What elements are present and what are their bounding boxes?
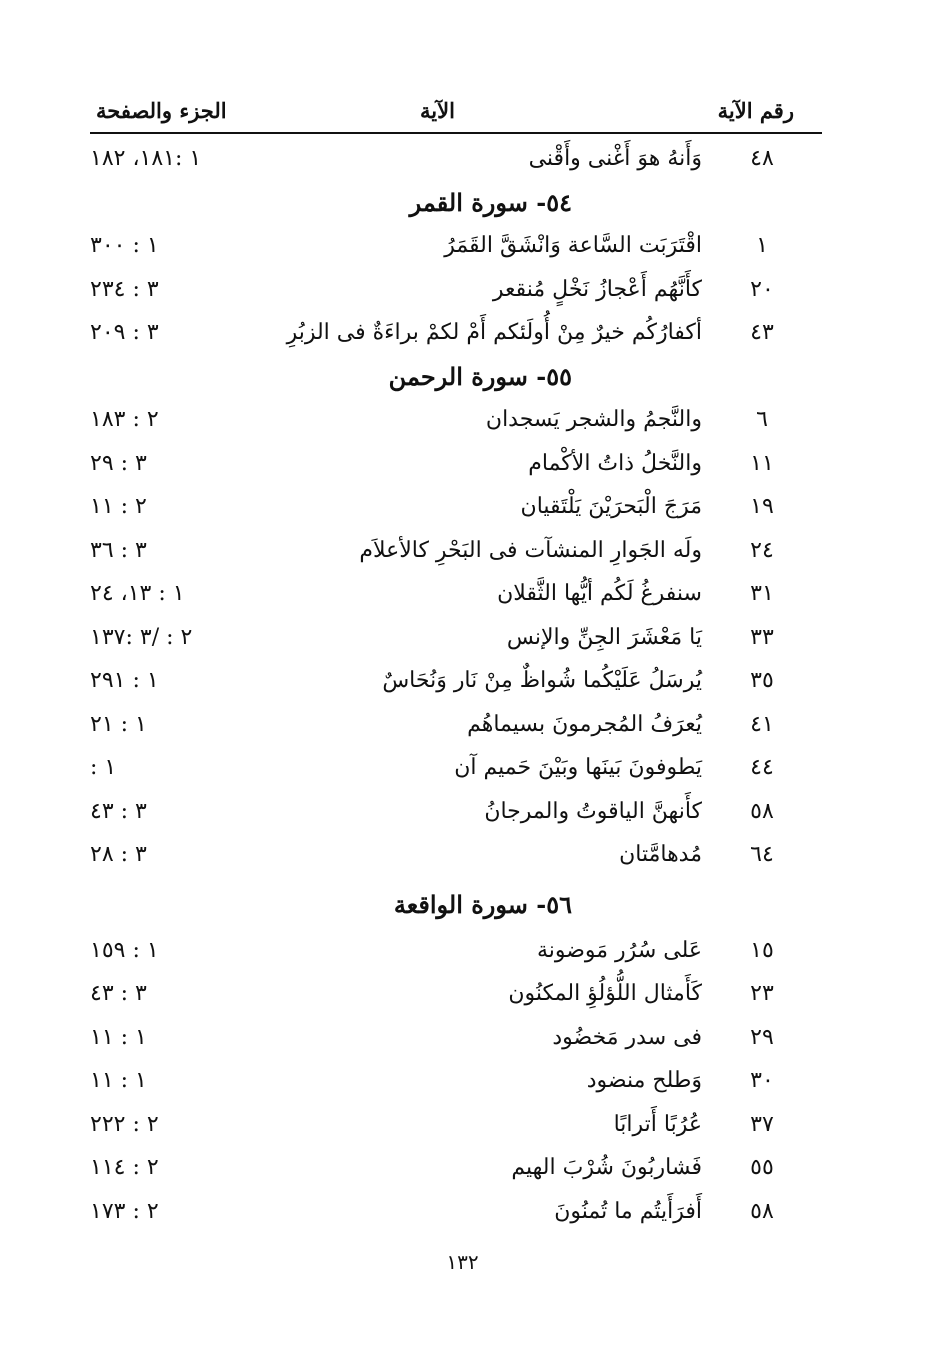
header-rule [90, 132, 822, 134]
volume-page: ٣ : ٢٨ [90, 842, 147, 867]
verse-number: ٣٧ [750, 1111, 774, 1137]
verse-number: ٥٨ [750, 1198, 774, 1224]
volume-page: ١ : ١١ [90, 1068, 147, 1093]
surah-title: ٥٦- سورة الواقعة [393, 889, 572, 919]
page-number: ١٣٢ [446, 1250, 479, 1274]
table-row [90, 225, 822, 269]
surah-title: ٥٤- سورة القمر [409, 187, 572, 217]
verse-number: ٤١ [750, 711, 774, 737]
verse-number: ٣٥ [750, 668, 774, 693]
verse-text: يَا مَعْشَرَ الجِنِّ والإنس [506, 624, 702, 650]
table-row [90, 269, 822, 313]
verse-number: ٤٨ [750, 146, 774, 171]
verse-text: أَفرَأَيتُم ما تُمنُونَ [554, 1198, 702, 1224]
volume-page: ٣ : ٣٦ [90, 537, 147, 563]
volume-page: ٣ : ٢٩ [90, 450, 147, 476]
volume-page: ٢ : /٣ :١٣٧ [90, 624, 193, 650]
table-row [90, 1104, 822, 1148]
volume-page: ٢ : ١٧٣ [90, 1198, 159, 1224]
volume-page: ٣ : ٤٣ [90, 798, 147, 824]
table-header [90, 92, 822, 132]
table-row [90, 312, 822, 356]
verse-text: اقْتَرَبَت السَّاعة وَانْشَقَّ القَمَرُ [444, 233, 702, 258]
volume-page: ٢ : ١١ [90, 494, 147, 519]
verse-number: ١١ [750, 450, 774, 476]
verse-number: ٤٣ [750, 320, 774, 345]
table-row [90, 930, 822, 974]
index-table [90, 138, 822, 1234]
volume-page: ١ : ١٥٩ [90, 937, 159, 963]
table-row [90, 973, 822, 1017]
table-row [90, 791, 822, 835]
table-row [90, 660, 822, 704]
surah-heading [90, 878, 822, 930]
verse-text: عُرُبًا أَترابًا [613, 1111, 702, 1137]
volume-page: ١ : ٢١ [90, 711, 147, 737]
verse-number: ٤٤ [750, 755, 774, 780]
verse-number: ٣٠ [750, 1068, 774, 1093]
table-row [90, 443, 822, 487]
verse-text: يُرسَلُ عَلَيْكُما شُواظٌ مِنْ نَار وَنُحَاسٌ [382, 668, 702, 693]
verse-number: ١٩ [750, 494, 774, 519]
table-row [90, 573, 822, 617]
header-verse-number: رقم الآية [717, 98, 794, 123]
table-row [90, 1147, 822, 1191]
surah-heading [90, 356, 822, 400]
table-row [90, 617, 822, 661]
volume-page: ٣ : ٢٠٩ [90, 320, 159, 345]
volume-page: ٢ : ١٨٣ [90, 407, 159, 432]
verse-text: عَلى سُرُر مَوضونة [536, 937, 702, 963]
verse-text: سنفرغُ لَكُم أيُّها الثَّقلان [497, 581, 702, 606]
verse-number: ٢٩ [750, 1024, 774, 1050]
table-row [90, 1017, 822, 1061]
verse-number: ٥٨ [750, 798, 774, 824]
header-reference: الجزء والصفحة [96, 98, 227, 123]
verse-number: ٣٣ [750, 624, 774, 650]
volume-page: ٣ : ٤٣ [90, 981, 147, 1006]
table-row [90, 747, 822, 791]
verse-number: ٢٣ [750, 981, 774, 1006]
volume-page: ٣ : ٢٣٤ [90, 276, 159, 302]
volume-page: ١ : ٣٠٠ [90, 233, 159, 258]
table-row [90, 834, 822, 878]
table-row [90, 1060, 822, 1104]
verse-text: وَأَنهُ هوَ أَغْنى وأَقْنى [528, 146, 702, 171]
verse-text: والنَّجمُ والشجر يَسجدان [485, 407, 702, 432]
volume-page: ١ :١٨١، ١٨٢ [90, 146, 202, 171]
table-row [90, 399, 822, 443]
verse-text: ولَه الجَوارِ المنشآت فى البَحْرِ كالأعلاَم [359, 537, 702, 563]
table-row [90, 486, 822, 530]
verse-number: ١٥ [750, 937, 774, 963]
verse-number: ٥٥ [750, 1155, 774, 1180]
verse-number: ٢٠ [750, 276, 774, 302]
verse-text: مَرَجَ الْبَحرَيْنَ يَلْتَقيان [520, 494, 702, 519]
verse-number: ٦٤ [750, 842, 774, 867]
volume-page: ١ : ١٣، ٢٤ [90, 581, 185, 606]
header-verse: الآية [420, 98, 455, 123]
verse-text: والنَّخلُ ذاتُ الأكْمام [528, 450, 702, 476]
surah-title: ٥٥- سورة الرحمن [388, 361, 572, 391]
volume-page: ١ : ٢٩١ [90, 668, 159, 693]
verse-text: كأَنَّهُم أَعْجازُ نَخْلٍ مُنقعر [492, 276, 702, 302]
verse-text: كأَنهنَّ الياقوتُ والمرجانُ [484, 798, 702, 824]
verse-text: فَشاربُونَ شُرْبَ الهيم [511, 1155, 702, 1180]
verse-number: ٢٤ [750, 537, 774, 563]
verse-number: ٣١ [750, 581, 774, 606]
volume-page: ١ : ١١ [90, 1024, 147, 1050]
verse-text: يَطوفونَ بَينَها وبَيْنَ حَميم آن [454, 755, 702, 780]
surah-heading [90, 182, 822, 226]
verse-number: ١ [756, 233, 768, 258]
verse-text: أكفارُكُم خيرٌ مِنْ أُولَئكم أَمْ لكمْ براءَةٌ فى الزبُرِ [286, 320, 702, 345]
verse-text: وَطلح منضود [586, 1068, 702, 1093]
table-row [90, 138, 822, 182]
verse-number: ٦ [756, 407, 768, 432]
verse-text: يُعرَفُ المُجرمونَ بسيماهُم [467, 711, 702, 737]
table-row [90, 1191, 822, 1235]
volume-page: ٢ : ٢٢٢ [90, 1111, 159, 1137]
verse-text: فى سدر مَخضُود [552, 1024, 702, 1050]
verse-text: مُدهامَّتان [619, 842, 702, 867]
table-row [90, 530, 822, 574]
volume-page: ٢ : ١١٤ [90, 1155, 159, 1180]
verse-text: كَأَمثال اللُّؤلُؤِ المكنُون [508, 981, 702, 1006]
table-row [90, 704, 822, 748]
volume-page: ١ : [90, 755, 117, 780]
